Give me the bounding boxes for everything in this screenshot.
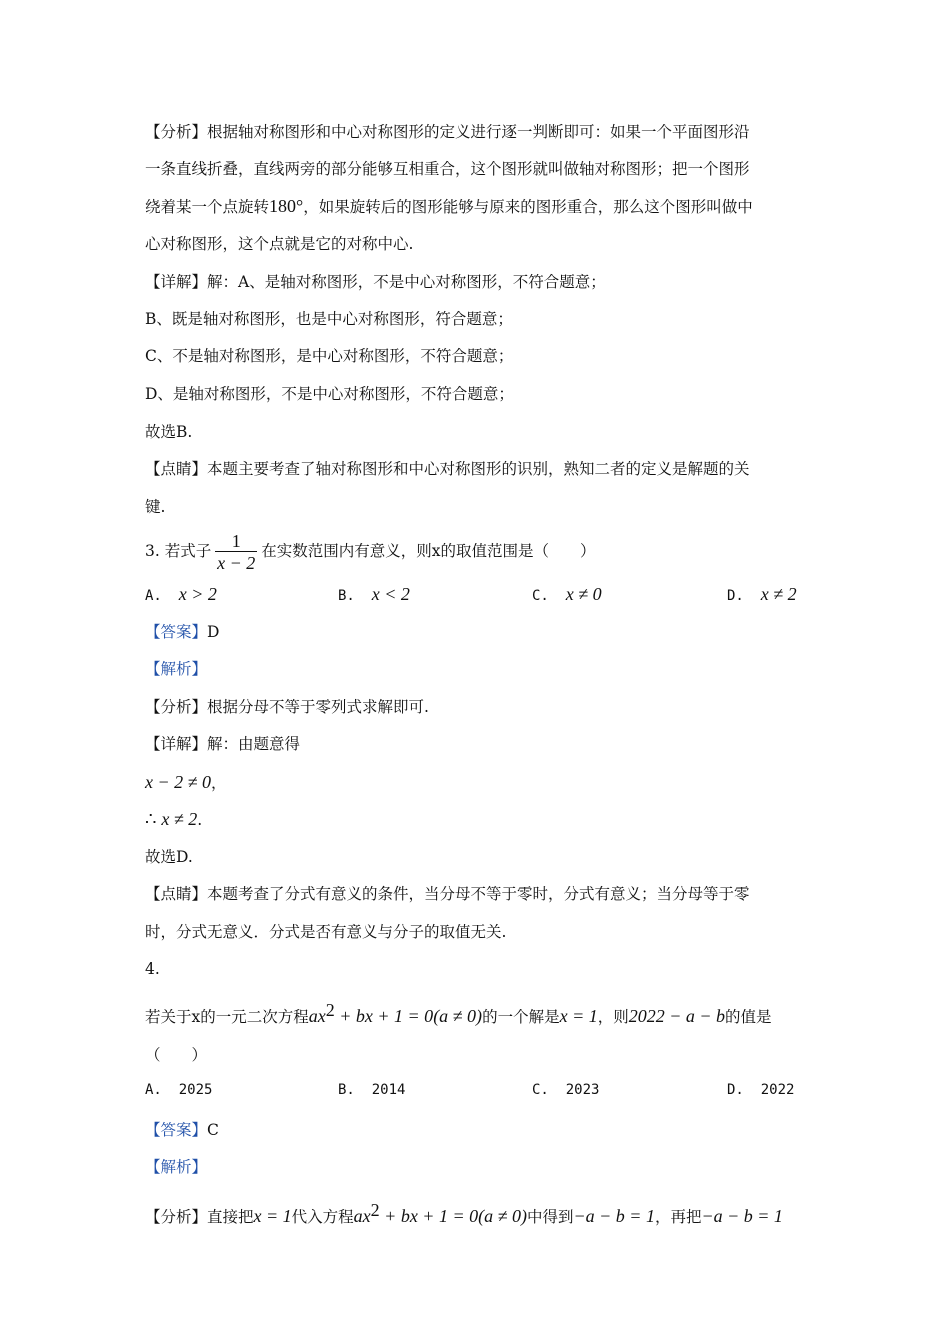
q2-comment-line2: 键. bbox=[145, 498, 166, 516]
q2-detail-line1: 【详解】解：A、是轴对称图形，不是中心对称图形，不符合题意； bbox=[145, 273, 606, 291]
q2-analysis-line2: 一条直线折叠，直线两旁的部分能够互相重合，这个图形就叫做轴对称图形；把一个图形 bbox=[145, 160, 750, 178]
q3-step1: x − 2 ≠ 0， bbox=[145, 772, 227, 792]
q2-analysis-line3: 绕着某一个点旋转180°，如果旋转后的图形能够与原来的图形重合，那么这个图形叫做中 bbox=[145, 196, 753, 216]
q2-analysis-line1: 【分析】根据轴对称图形和中心对称图形的定义进行逐一判断即可：如果一个平面图形沿 bbox=[145, 123, 750, 141]
q3-analysis: 【分析】根据分母不等于零列式求解即可. bbox=[145, 698, 429, 716]
angle-180: 180° bbox=[269, 196, 304, 216]
q4-option-c: C. 2023 bbox=[532, 1082, 600, 1098]
q2-comment-line1: 【点睛】本题主要考查了轴对称图形和中心对称图形的识别，熟知二者的定义是解题的关 bbox=[145, 460, 750, 478]
q3-option-b: B. x < 2 bbox=[338, 584, 410, 604]
q3-step2: ∴ x ≠ 2. bbox=[145, 809, 203, 829]
q2-choose: 故选B. bbox=[145, 423, 193, 441]
q4-option-b: B. 2014 bbox=[338, 1082, 406, 1098]
q3-explain-tag: 【解析】 bbox=[145, 660, 208, 678]
q3-comment-line1: 【点睛】本题考查了分式有意义的条件，当分母不等于零时，分式有意义；当分母等于零 bbox=[145, 885, 750, 903]
q4-stem: 若关于x的一元二次方程$ax^2$ + bx + 1 = 0(a ≠ 0)的一个解是x = 1，则2022 − a − b的值是 bbox=[145, 1000, 772, 1027]
q3-option-a: A. x > 2 bbox=[145, 584, 217, 604]
q3-answer: 【答案】D bbox=[145, 623, 220, 641]
q3-stem: 3. 若式子 $\frac{1}{x - 2}$ 在实数范围内有意义，则x的取值范围是（ ） bbox=[145, 530, 596, 573]
q3-option-c: C. x ≠ 0 bbox=[532, 584, 602, 604]
q4-analysis: 【分析】直接把x = 1代入方程$ax^2$ + bx + 1 = 0(a ≠ 0)中得到−a − b = 1，再把−a − b = 1 bbox=[145, 1200, 783, 1227]
q3-fraction: $\frac{1}{x - 2}$ bbox=[217, 530, 256, 573]
q3-detail: 【详解】解：由题意得 bbox=[145, 735, 301, 753]
q4-option-d: D. 2022 bbox=[727, 1082, 795, 1098]
q2-detail-line4: D、是轴对称图形，不是中心对称图形，不符合题意； bbox=[145, 385, 514, 403]
q4-answer: 【答案】C bbox=[145, 1121, 219, 1139]
q3-comment-line2: 时，分式无意义．分式是否有意义与分子的取值无关. bbox=[145, 923, 507, 941]
q4-paren: （ ） bbox=[145, 1046, 208, 1064]
q4-number: 4. bbox=[145, 960, 160, 978]
q2-detail-line3: C、不是轴对称图形，是中心对称图形，不符合题意； bbox=[145, 347, 514, 365]
q2-analysis-line4: 心对称图形，这个点就是它的对称中心. bbox=[145, 235, 414, 253]
q3-option-d: D. x ≠ 2 bbox=[727, 584, 797, 604]
q3-choose: 故选D. bbox=[145, 848, 193, 866]
q4-explain-tag: 【解析】 bbox=[145, 1158, 208, 1176]
q4-option-a: A. 2025 bbox=[145, 1082, 213, 1098]
q2-detail-line2: B、既是轴对称图形，也是中心对称图形，符合题意； bbox=[145, 310, 513, 328]
